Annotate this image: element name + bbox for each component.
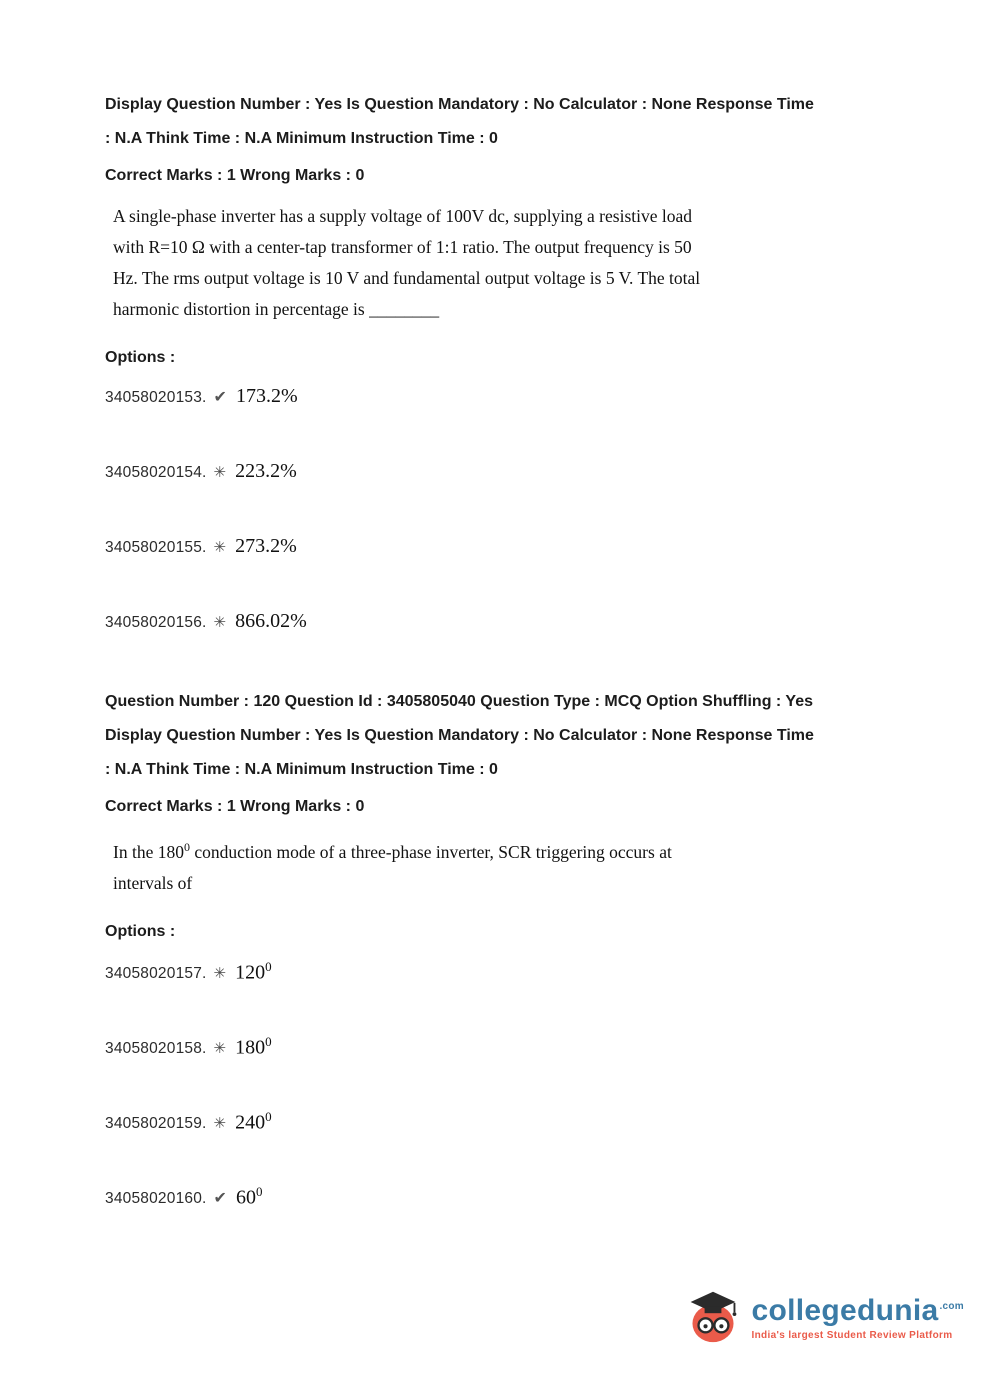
option-value: 173.2% <box>235 385 298 407</box>
wrong-cross-icon: ✳ <box>213 464 227 481</box>
question-block-2 <box>105 685 920 1210</box>
option-row <box>105 535 920 561</box>
question-text-line: with R=10 Ω with a center-tap transformer of 1:1 ratio. The output frequency is 50 <box>113 237 692 257</box>
question-text <box>105 201 920 325</box>
wrong-cross-icon: ✳ <box>213 1040 227 1058</box>
option-id: 34058020158. <box>105 1040 207 1058</box>
option-id: 34058020155. <box>105 539 207 556</box>
question-text-line: intervals of <box>113 872 193 893</box>
option-row <box>105 385 920 411</box>
option-value: $60^0$ <box>235 1183 263 1209</box>
wrong-cross-icon: ✳ <box>213 539 227 556</box>
correct-tick-icon: ✔ <box>213 1190 227 1208</box>
wrong-cross-icon: ✳ <box>213 1115 227 1133</box>
option-value: 273.2% <box>235 535 297 557</box>
option-row <box>105 460 920 486</box>
collegedunia-logo <box>685 1288 964 1344</box>
option-id: 34058020160. <box>105 1190 207 1208</box>
brand-suffix: .com <box>939 1301 964 1312</box>
brand-text-group <box>751 1291 964 1341</box>
option-value: $120^0$ <box>235 958 272 984</box>
option-value: $180^0$ <box>235 1033 272 1059</box>
wrong-cross-icon: ✳ <box>213 965 227 983</box>
question-text <box>105 832 920 899</box>
question-text-line: A single-phase inverter has a supply voltage of 100V dc, supplying a resistive load <box>113 206 693 226</box>
option-value: $240^0$ <box>235 1108 272 1134</box>
option-row <box>105 1034 920 1060</box>
option-id: 34058020156. <box>105 614 207 631</box>
option-id: 34058020159. <box>105 1115 207 1133</box>
correct-tick-icon: ✔ <box>213 389 227 406</box>
option-id: 34058020154. <box>105 464 207 481</box>
option-row <box>105 610 920 636</box>
question-meta-line: Question Number : 120 Question Id : 3405805040 Question Type : MCQ Option Shuffling : Yes <box>105 693 813 710</box>
option-row <box>105 1184 920 1210</box>
question-text-line: In the $180^0$ conduction mode of a three-phase inverter, SCR triggering occurs at <box>113 840 672 862</box>
question-meta <box>105 685 920 787</box>
option-value: 866.02% <box>235 610 307 632</box>
options-label: Options : <box>105 349 176 366</box>
question-text-line: harmonic distortion in percentage is ________ <box>113 299 440 319</box>
question-text-line: Hz. The rms output voltage is 10 V and fundamental output voltage is 5 V. The total <box>113 268 701 288</box>
brand-tagline: India's largest Student Review Platform <box>751 1330 953 1341</box>
question-block-1 <box>105 88 920 636</box>
option-id: 34058020157. <box>105 965 207 983</box>
options-list <box>105 959 920 1210</box>
marks-line: Correct Marks : 1 Wrong Marks : 0 <box>105 798 365 815</box>
wrong-cross-icon: ✳ <box>213 614 227 631</box>
option-id: 34058020153. <box>105 389 207 406</box>
marks-line: Correct Marks : 1 Wrong Marks : 0 <box>105 167 365 184</box>
option-row <box>105 959 920 985</box>
question-meta-line: : N.A Think Time : N.A Minimum Instruction Time : 0 <box>105 130 498 147</box>
question-meta-line: : N.A Think Time : N.A Minimum Instruction Time : 0 <box>105 761 498 778</box>
question-meta <box>105 88 920 156</box>
options-label: Options : <box>105 922 176 940</box>
brand-name: collegedunia$^{.com}$ <box>751 1294 964 1327</box>
option-row <box>105 1109 920 1135</box>
option-value: 223.2% <box>235 460 297 482</box>
options-list <box>105 385 920 636</box>
question-meta-line: Display Question Number : Yes Is Question Mandatory : No Calculator : None Response Time <box>105 96 814 113</box>
mascot-graduate-icon <box>685 1288 741 1344</box>
question-meta-line: Display Question Number : Yes Is Question Mandatory : No Calculator : None Response Time <box>105 727 814 744</box>
